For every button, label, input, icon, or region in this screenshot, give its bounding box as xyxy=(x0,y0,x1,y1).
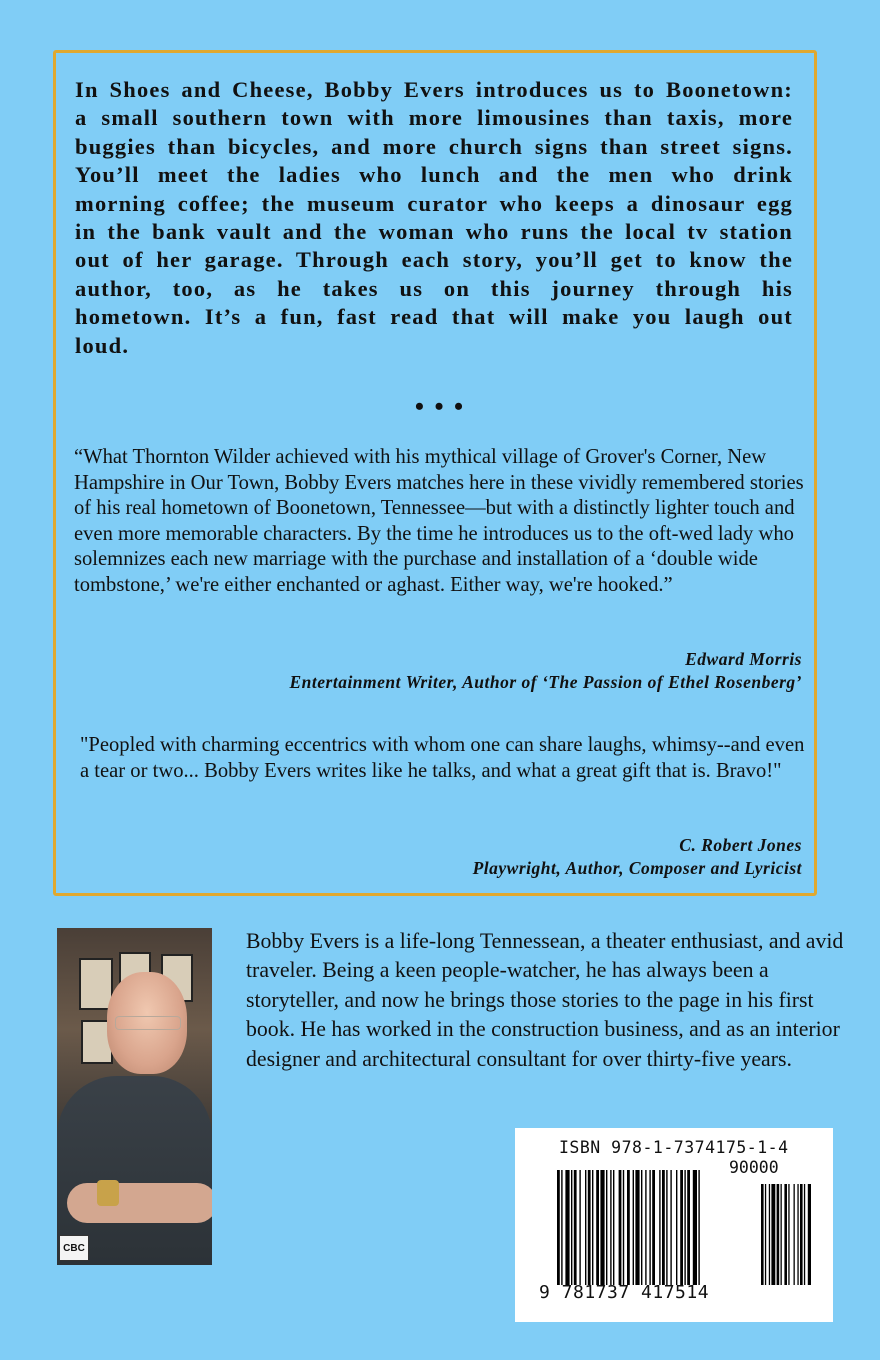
reviewer-name-1: Edward Morris xyxy=(685,649,802,669)
author-arm xyxy=(67,1183,212,1223)
barcode-bars xyxy=(557,1170,811,1285)
book-blurb: In Shoes and Cheese, Bobby Evers introduces us to Boonetown: a small southern town with more limousines than taxis, more buggies than bicycles, and more church signs than street signs. You’ll meet the ladies who lunch and the men who drink morning coffee; the museum curator who keeps a dinosaur egg in the bank vault and the woman who runs the local tv station out of her garage. Through each story, you’ll get to know the author, too, as he takes us on this journey through his hometown. It’s a fun, fast read that will make you laugh out loud. xyxy=(75,77,793,358)
author-photo xyxy=(57,928,212,1265)
glasses-icon xyxy=(115,1016,181,1030)
reviewer-name-2: C. Robert Jones xyxy=(679,835,802,855)
reviewer-title-1: Entertainment Writer, Author of ‘The Passion of Ethel Rosenberg’ xyxy=(289,672,802,692)
reviewer-title-2: Playwright, Author, Composer and Lyricist xyxy=(472,858,802,878)
watch-icon xyxy=(97,1180,119,1206)
review-quote-2: "Peopled with charming eccentrics with whom one can share laughs, whimsy--and even a tear or two... Bobby Evers writes like he talks, and what a great gift that is. Bravo!" xyxy=(80,734,805,782)
review-attribution-1 xyxy=(289,648,802,694)
isbn-barcode xyxy=(515,1128,833,1322)
publisher-logo: CBC xyxy=(59,1235,89,1261)
author-bio: Bobby Evers is a life-long Tennessean, a theater enthusiast, and avid traveler. Being a keen people-watcher, he has always been a storyteller, and now he brings those stories to the page in his first book. He has worked in the construction business, and as an interior designer and architectural consultant for over thirty-five years. xyxy=(246,929,844,1071)
section-separator: • • • xyxy=(414,392,466,421)
review-attribution-2 xyxy=(473,834,802,880)
barcode-digits: 9 781737 417514 xyxy=(539,1282,710,1303)
isbn-number: ISBN 978-1-7374175-1-4 xyxy=(559,1138,789,1157)
price-code: 90000 xyxy=(729,1158,779,1177)
review-quote-1: “What Thornton Wilder achieved with his mythical village of Grover's Corner, New Hampshire in Our Town, Bobby Evers matches here in these vividly remembered stories of his real hometown of Boonetown, Tennessee—but with a distinctly lighter touch and even more memorable characters. By the time he introduces us to the oft-wed lady who solemnizes each new marriage with the purchase and installation of a ‘double wide tombstone,’ we're either enchanted or aghast. Either way, we're hooked.” xyxy=(74,446,804,596)
